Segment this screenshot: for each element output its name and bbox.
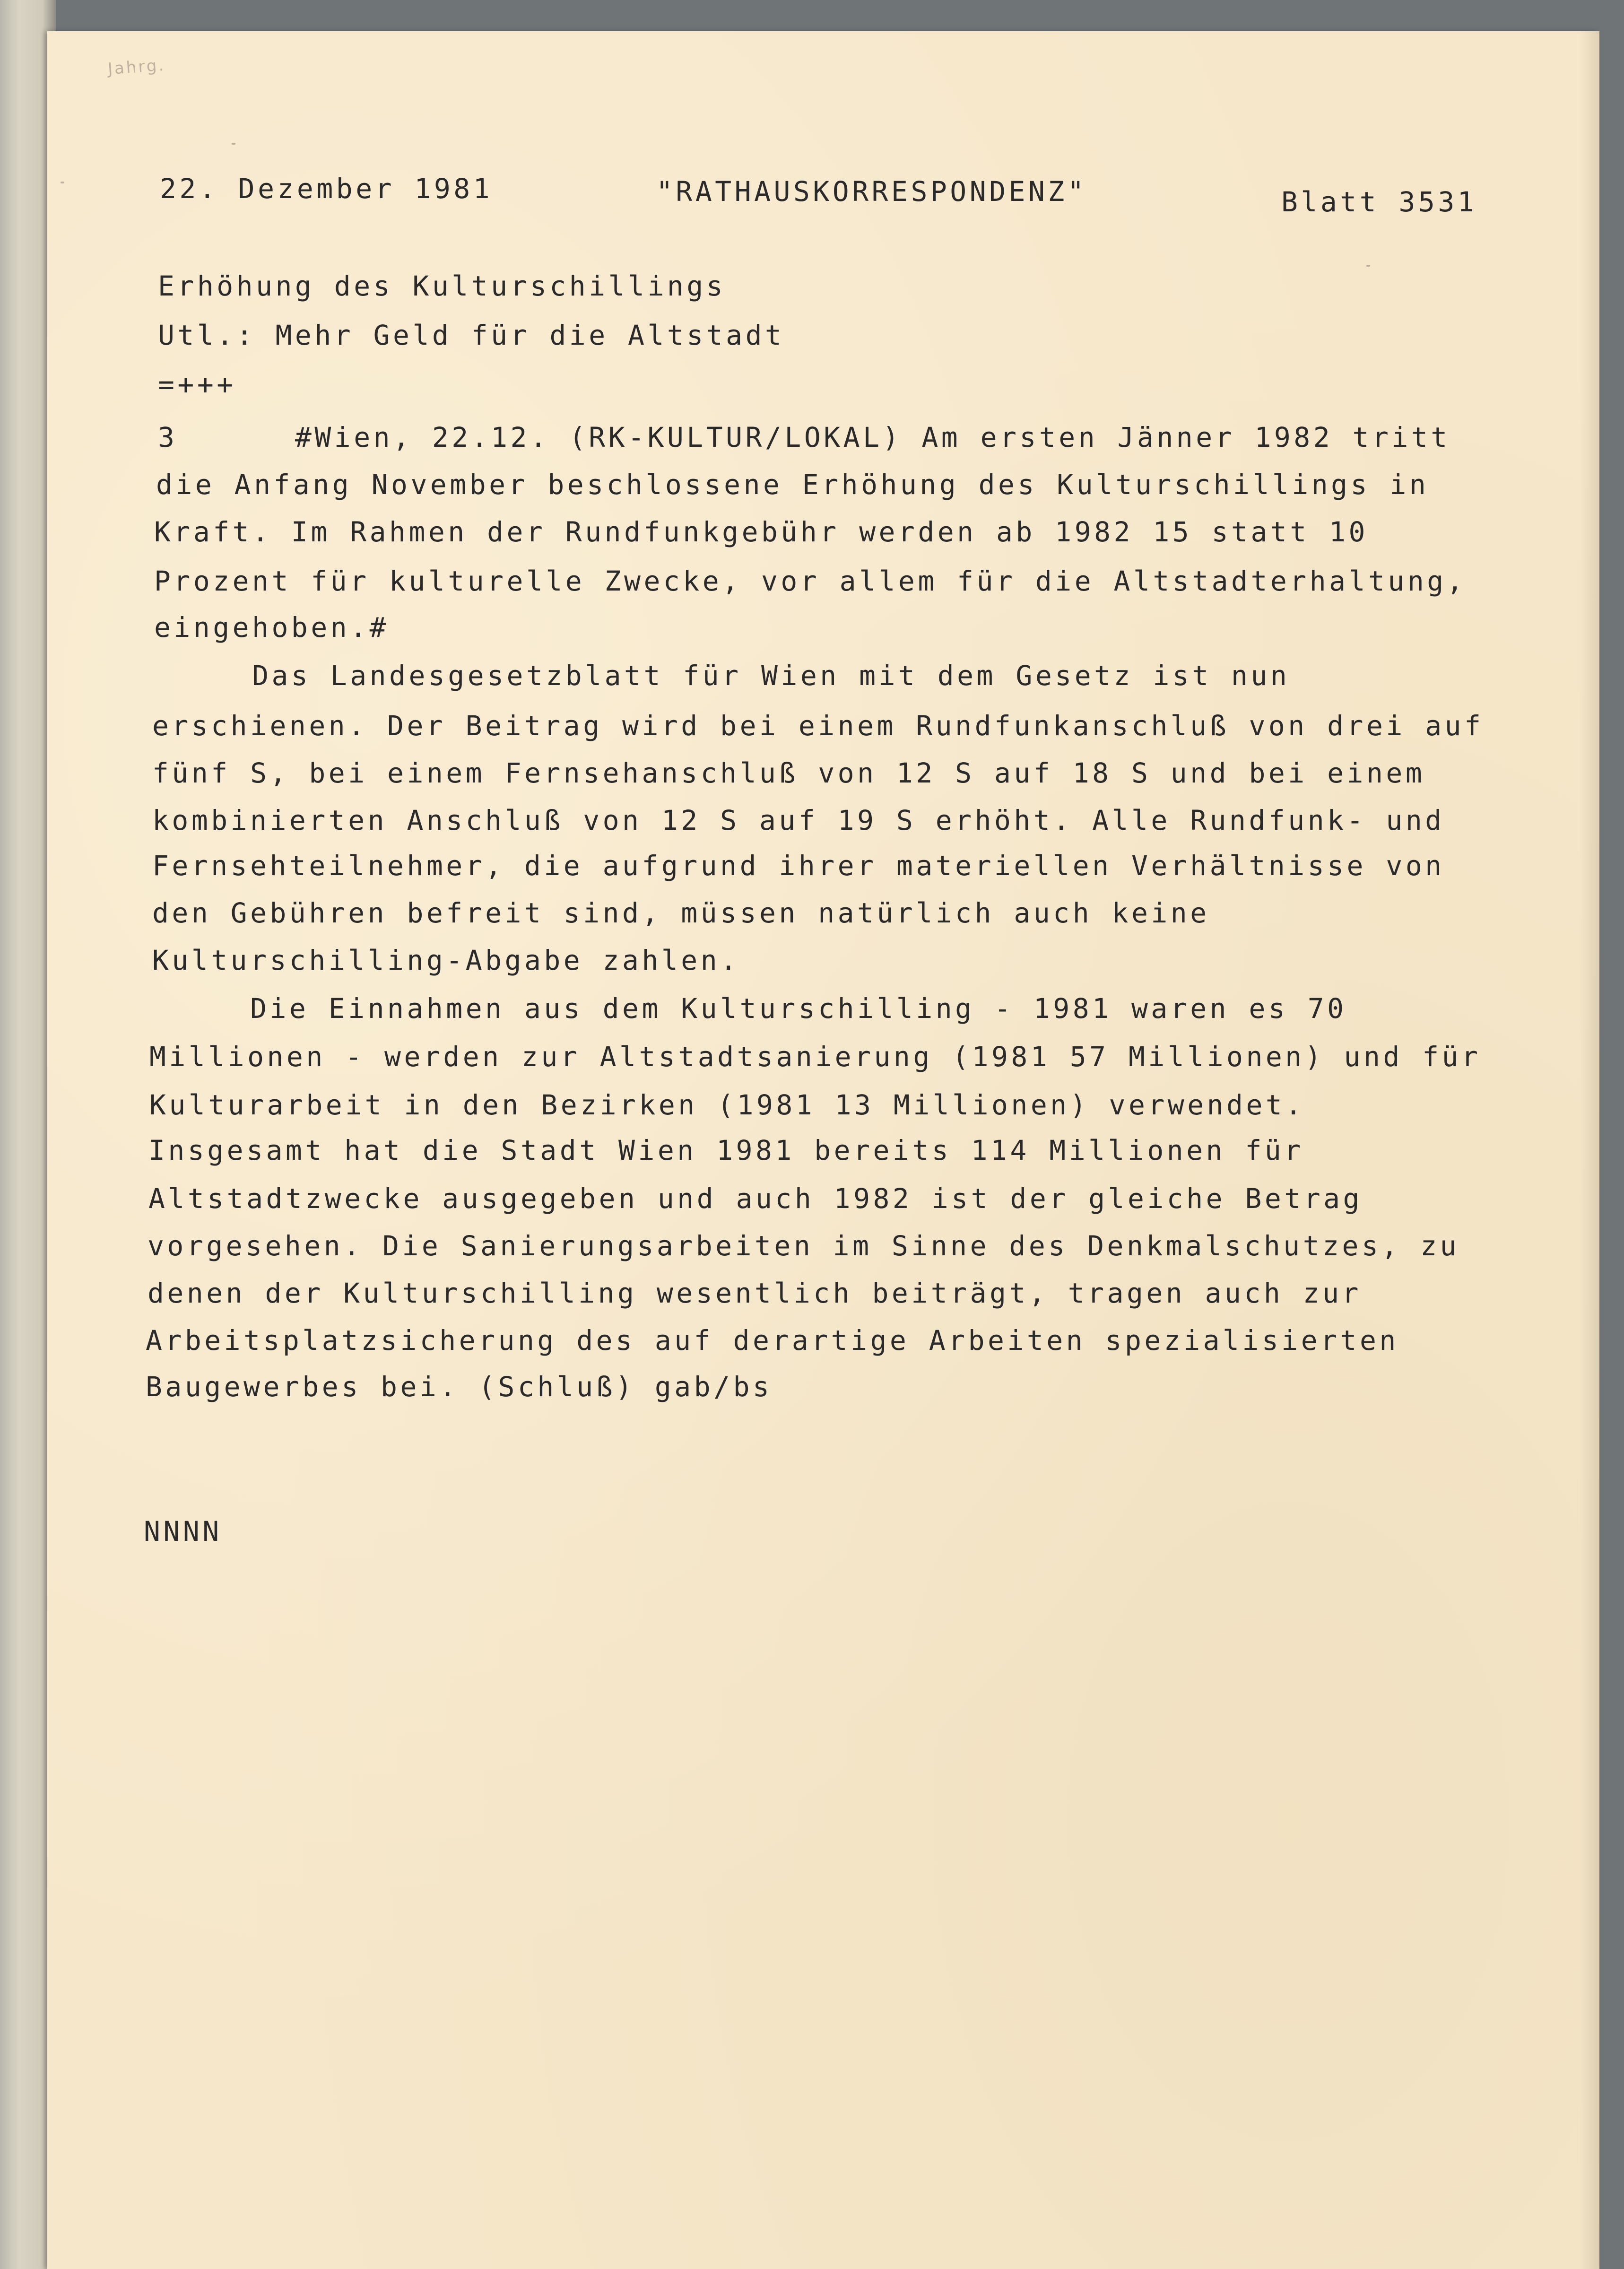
paragraph-2-line-9: Baugewerbes bei. (Schluß) gab/bs (146, 1371, 773, 1403)
paragraph-2-line-4: Insgesamt hat die Stadt Wien 1981 bereits 114 Millionen für (148, 1134, 1304, 1166)
lead-line-3: Kraft. Im Rahmen der Rundfunkgebühr werden ab 1982 15 statt 10 (154, 516, 1368, 548)
lead-line-1: 3 #Wien, 22.12. (RK-KULTUR/LOKAL) Am ersten Jänner 1982 tritt (158, 421, 1450, 453)
paragraph-2-line-2: Millionen - werden zur Altstadtsanierung (1981 57 Millionen) und für (149, 1041, 1481, 1073)
paper-speck (61, 182, 64, 183)
paragraph-1-line-1: Das Landesgesetzblatt für Wien mit dem Gesetz ist nun (154, 660, 1290, 692)
document-page (47, 31, 1599, 2269)
header-publication: "RATHAUSKORRESPONDENZ" (656, 175, 1087, 208)
paragraph-1-line-5: Fernsehteilnehmer, die aufgrund ihrer materiellen Verhältnisse von (152, 850, 1445, 882)
lead-line-5: eingehoben.# (154, 611, 390, 643)
paragraph-1-line-6: den Gebühren befreit sind, müssen natürlich auch keine (152, 897, 1210, 929)
paragraph-2-line-1: Die Einnahmen aus dem Kulturschilling - 1981 waren es 70 (152, 992, 1347, 1025)
lead-line-2: die Anfang November beschlossene Erhöhung des Kulturschillings in (156, 469, 1429, 501)
paper-speck (1366, 265, 1370, 267)
header-sheet-number: Blatt 3531 (1281, 186, 1477, 218)
paper-speck (232, 143, 235, 145)
pencil-annotation: Jahrg. (107, 55, 166, 79)
paragraph-2-line-8: Arbeitsplatzsicherung des auf derartige Arbeiten spezialisierten (146, 1324, 1399, 1356)
paragraph-1-line-3: fünf S, bei einem Fernsehanschluß von 12 S auf 18 S und bei einem (152, 757, 1425, 789)
article-subtitle: Utl.: Mehr Geld für die Altstadt (158, 319, 785, 351)
lead-line-4: Prozent für kulturelle Zwecke, vor allem für die Altstadterhaltung, (154, 565, 1467, 597)
paragraph-2-line-3: Kulturarbeit in den Bezirken (1981 13 Millionen) verwendet. (149, 1089, 1305, 1121)
end-marker: NNNN (144, 1515, 222, 1547)
paragraph-1-line-7: Kulturschilling-Abgabe zahlen. (152, 944, 740, 976)
header-date: 22. Dezember 1981 (160, 173, 493, 205)
paragraph-2-line-5: Altstadtzwecke ausgegeben und auch 1982 ist der gleiche Betrag (148, 1182, 1363, 1215)
paragraph-2-line-6: vorgesehen. Die Sanierungsarbeiten im Sinne des Denkmalschutzes, zu (148, 1230, 1460, 1262)
paragraph-1-line-2: erschienen. Der Beitrag wird bei einem Rundfunkanschluß von drei auf (152, 710, 1484, 742)
paragraph-2-line-7: denen der Kulturschilling wesentlich beiträgt, tragen auch zur (148, 1277, 1362, 1309)
article-separator: =+++ (158, 368, 236, 400)
paragraph-1-line-4: kombinierten Anschluß von 12 S auf 19 S erhöht. Alle Rundfunk- und (152, 804, 1445, 836)
page-shadow-edge (1580, 31, 1599, 2269)
article-title: Erhöhung des Kulturschillings (158, 270, 726, 302)
